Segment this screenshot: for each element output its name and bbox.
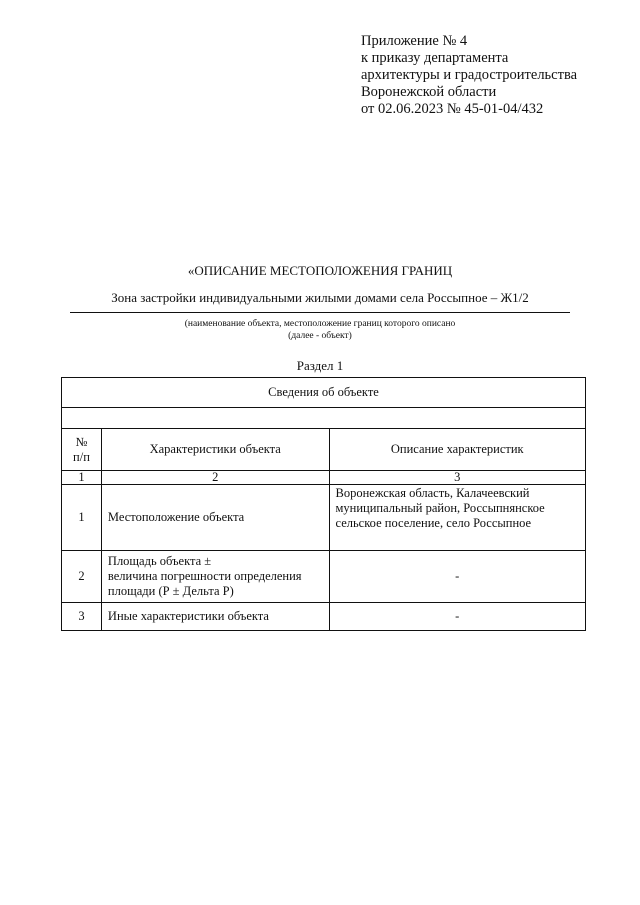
appendix-line: от 02.06.2023 № 45-01-04/432 [361,101,544,117]
section-label: Раздел 1 [296,358,344,373]
row-characteristic: Местоположение объекта [101,485,329,551]
row-number: 3 [62,603,102,631]
table-header-row [62,429,586,471]
table-caption: Сведения об объекте [62,378,586,408]
appendix-line: архитектуры и градостроительства [361,67,578,83]
row-description: - [329,551,586,603]
appendix-line: к приказу департамента [361,50,509,66]
header-characteristics: Характеристики объекта [101,429,329,471]
object-name-underline [70,312,570,313]
header-description: Описание характеристик [329,429,586,471]
table-row [62,603,586,631]
appendix-block [361,33,577,118]
object-info-table [61,377,586,631]
row-number: 2 [62,551,102,603]
document-title: «ОПИСАНИЕ МЕСТОПОЛОЖЕНИЯ ГРАНИЦ [187,263,453,278]
header-number: № п/п [62,429,102,471]
row-number: 1 [62,485,102,551]
row-description: - [329,603,586,631]
table-row [62,551,586,603]
numbering-cell: 2 [101,471,329,485]
row-characteristic: Площадь объекта ± величина погрешности определения площади (Р ± Дельта Р) [101,551,329,603]
numbering-cell: 3 [329,471,586,485]
appendix-line: Приложение № 4 [361,33,468,49]
row-description: Воронежская область, Калачеевский муниципальный район, Россыпнянское сельское поселение, село Россыпное [329,485,586,551]
numbering-cell: 1 [62,471,102,485]
table-numbering-row [62,471,586,485]
table-row [62,485,586,551]
table-empty-row [62,408,586,429]
appendix-line: Воронежской области [361,84,497,100]
row-characteristic: Иные характеристики объекта [101,603,329,631]
caption-line: (наименование объекта, местоположение границ которого описано [184,319,456,329]
object-name: Зона застройки индивидуальными жилыми домами села Россыпное – Ж1/2 [111,290,529,305]
caption-line: (далее - объект) [288,331,352,341]
object-name-caption [0,318,640,342]
